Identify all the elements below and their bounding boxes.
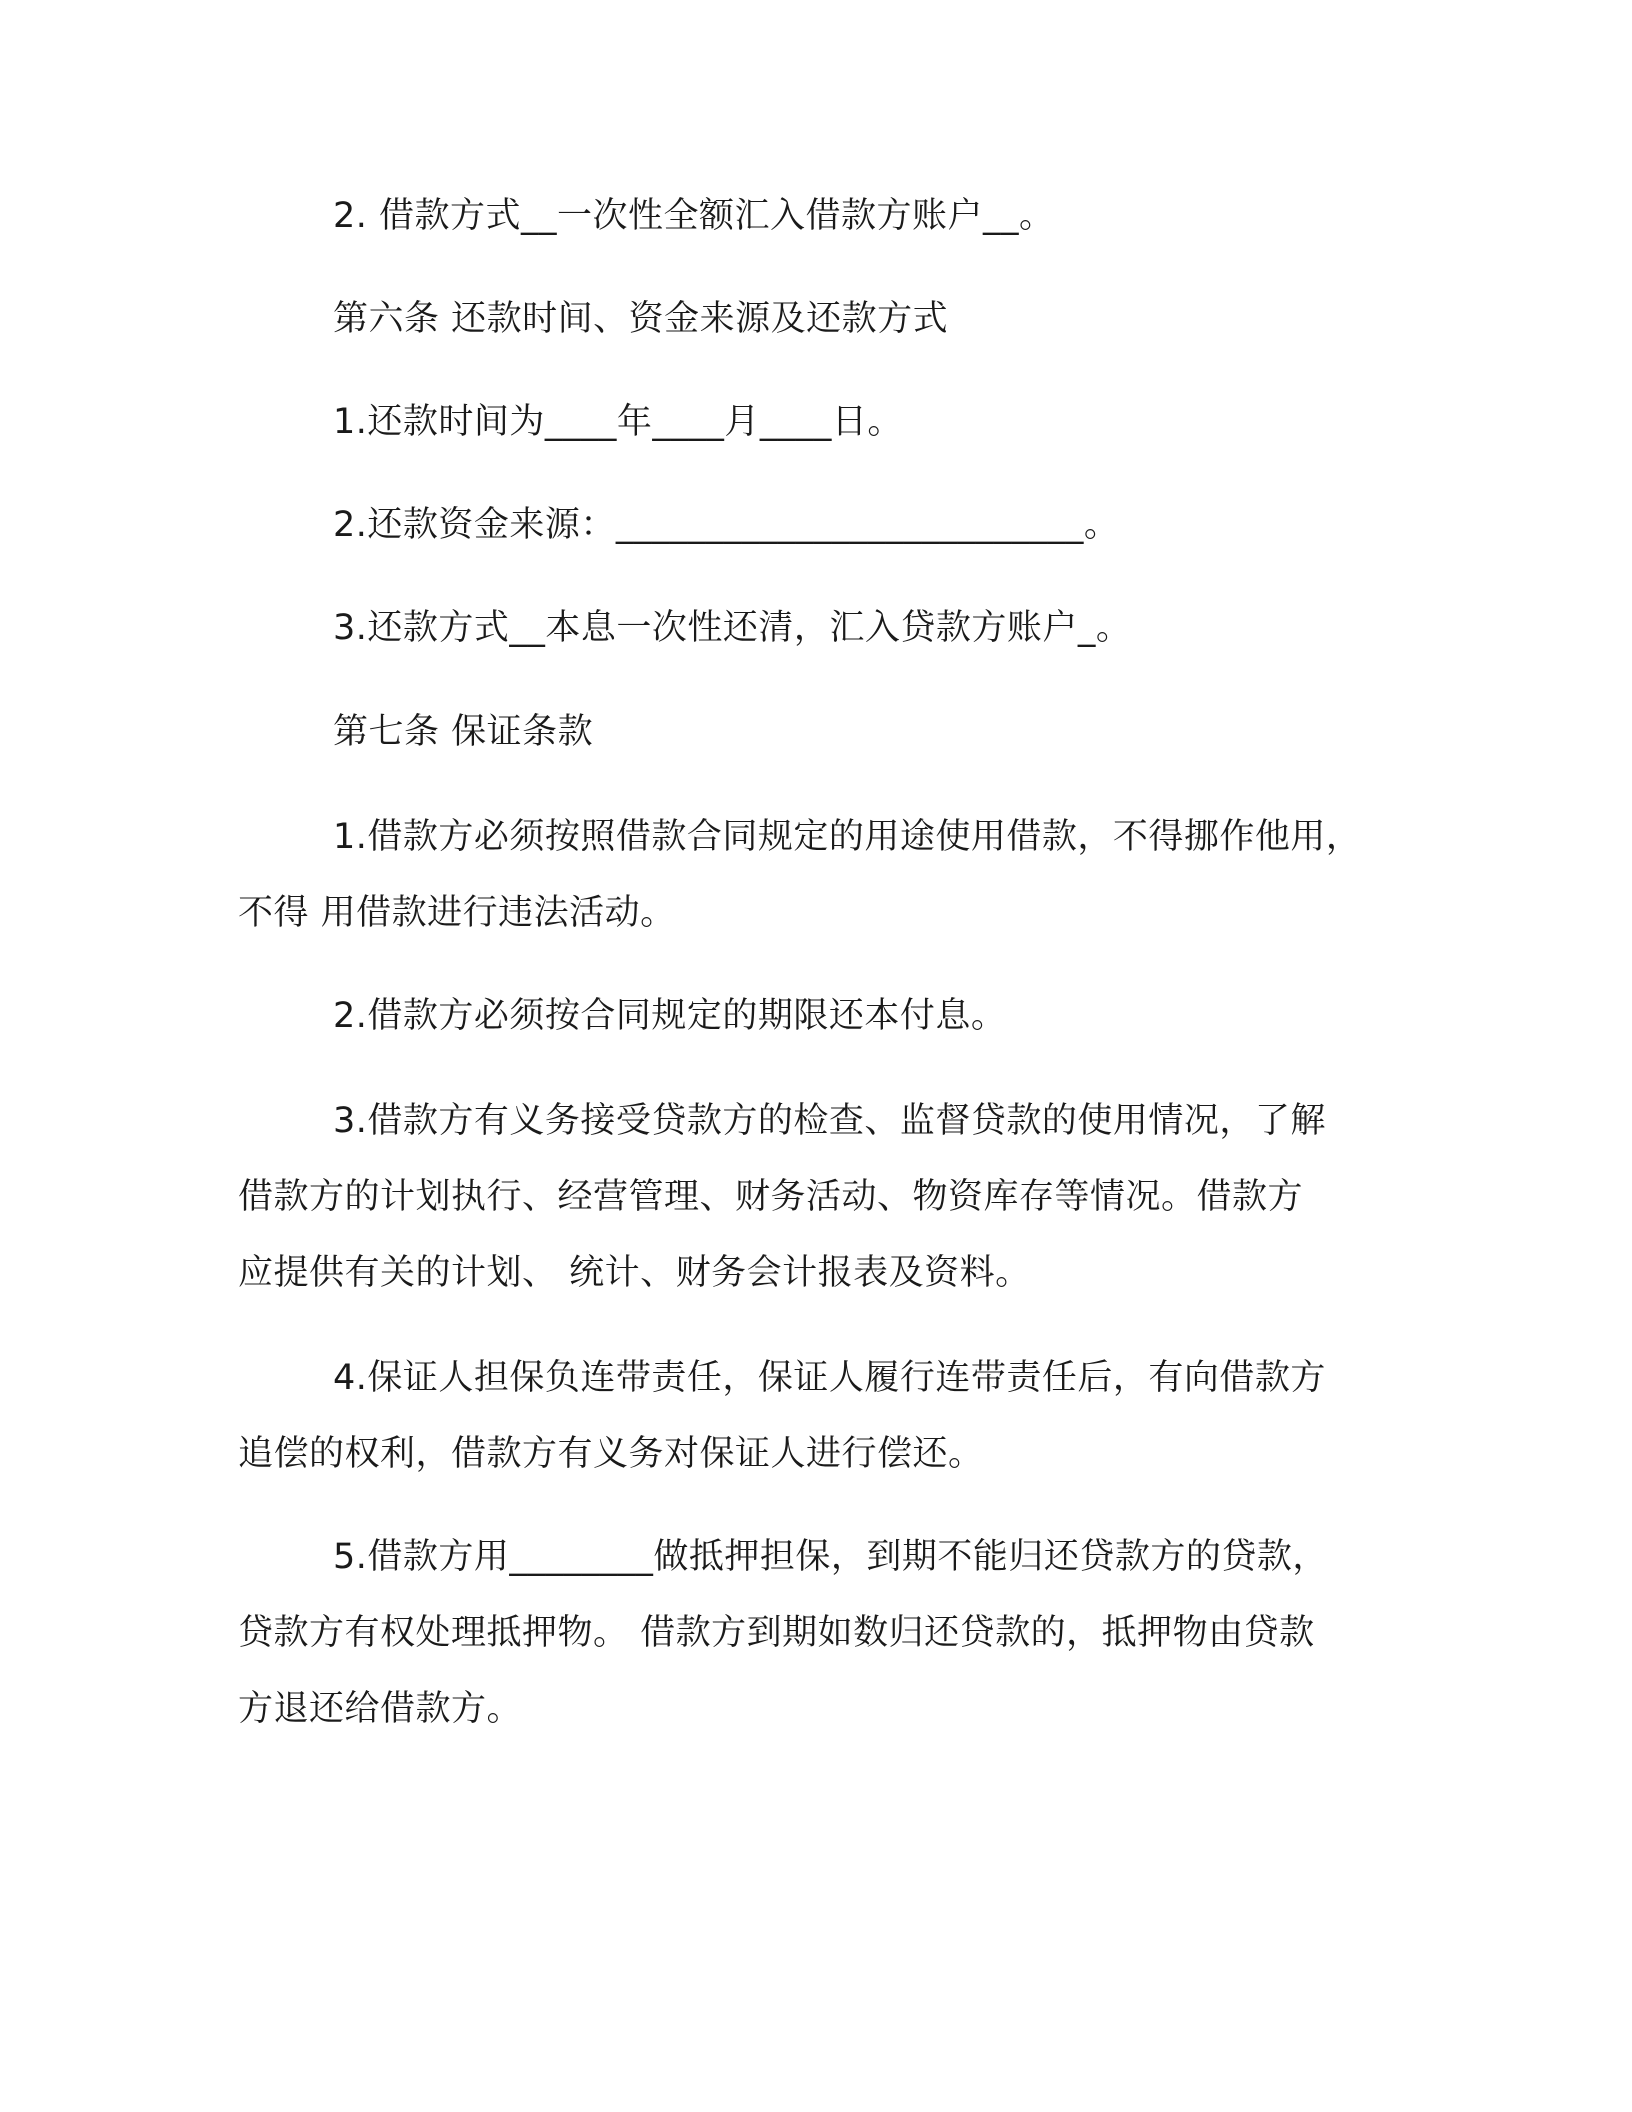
clause-7-item-1-line-2: 不得 用借款进行违法活动。	[238, 893, 676, 933]
clause-7-item-2: 2.借款方必须按合同规定的期限还本付息。	[333, 996, 1007, 1036]
clause-6-item-3-repayment-method: 3.还款方式__本息一次性还清，汇入贷款方账户_。	[333, 608, 1132, 648]
clause-7-item-5-line-1: 5.借款方用________做抵押担保，到期不能归还贷款方的贷款，	[333, 1537, 1328, 1577]
clause-7-item-4-line-1: 4.保证人担保负连带责任，保证人履行连带责任后，有向借款方	[333, 1358, 1326, 1398]
clause-6-item-2-repayment-source: 2.还款资金来源：__________________________。	[333, 505, 1120, 545]
clause-5-item-2-loan-method: 2. 借款方式__一次性全额汇入借款方账户__。	[333, 196, 1055, 236]
clause-7-item-4-line-2: 追偿的权利，借款方有义务对保证人进行偿还。	[238, 1434, 984, 1474]
clause-7-item-3-line-2: 借款方的计划执行、经营管理、财务活动、物资库存等情况。借款方	[238, 1177, 1304, 1217]
clause-7-item-1-line-1: 1.借款方必须按照借款合同规定的用途使用借款，不得挪作他用，	[333, 817, 1362, 857]
clause-7-item-5-line-3: 方退还给借款方。	[238, 1689, 523, 1729]
clause-6-item-1-repayment-date: 1.还款时间为____年____月____日。	[333, 402, 903, 442]
article-7-heading: 第七条 保证条款	[333, 712, 594, 752]
clause-7-item-3-line-3: 应提供有关的计划、 统计、财务会计报表及资料。	[238, 1253, 1031, 1293]
clause-7-item-3-line-1: 3.借款方有义务接受贷款方的检查、监督贷款的使用情况，了解	[333, 1101, 1326, 1141]
article-6-heading: 第六条 还款时间、资金来源及还款方式	[333, 299, 949, 339]
clause-7-item-5-line-2: 贷款方有权处理抵押物。 借款方到期如数归还贷款的，抵押物由贷款	[238, 1613, 1315, 1653]
